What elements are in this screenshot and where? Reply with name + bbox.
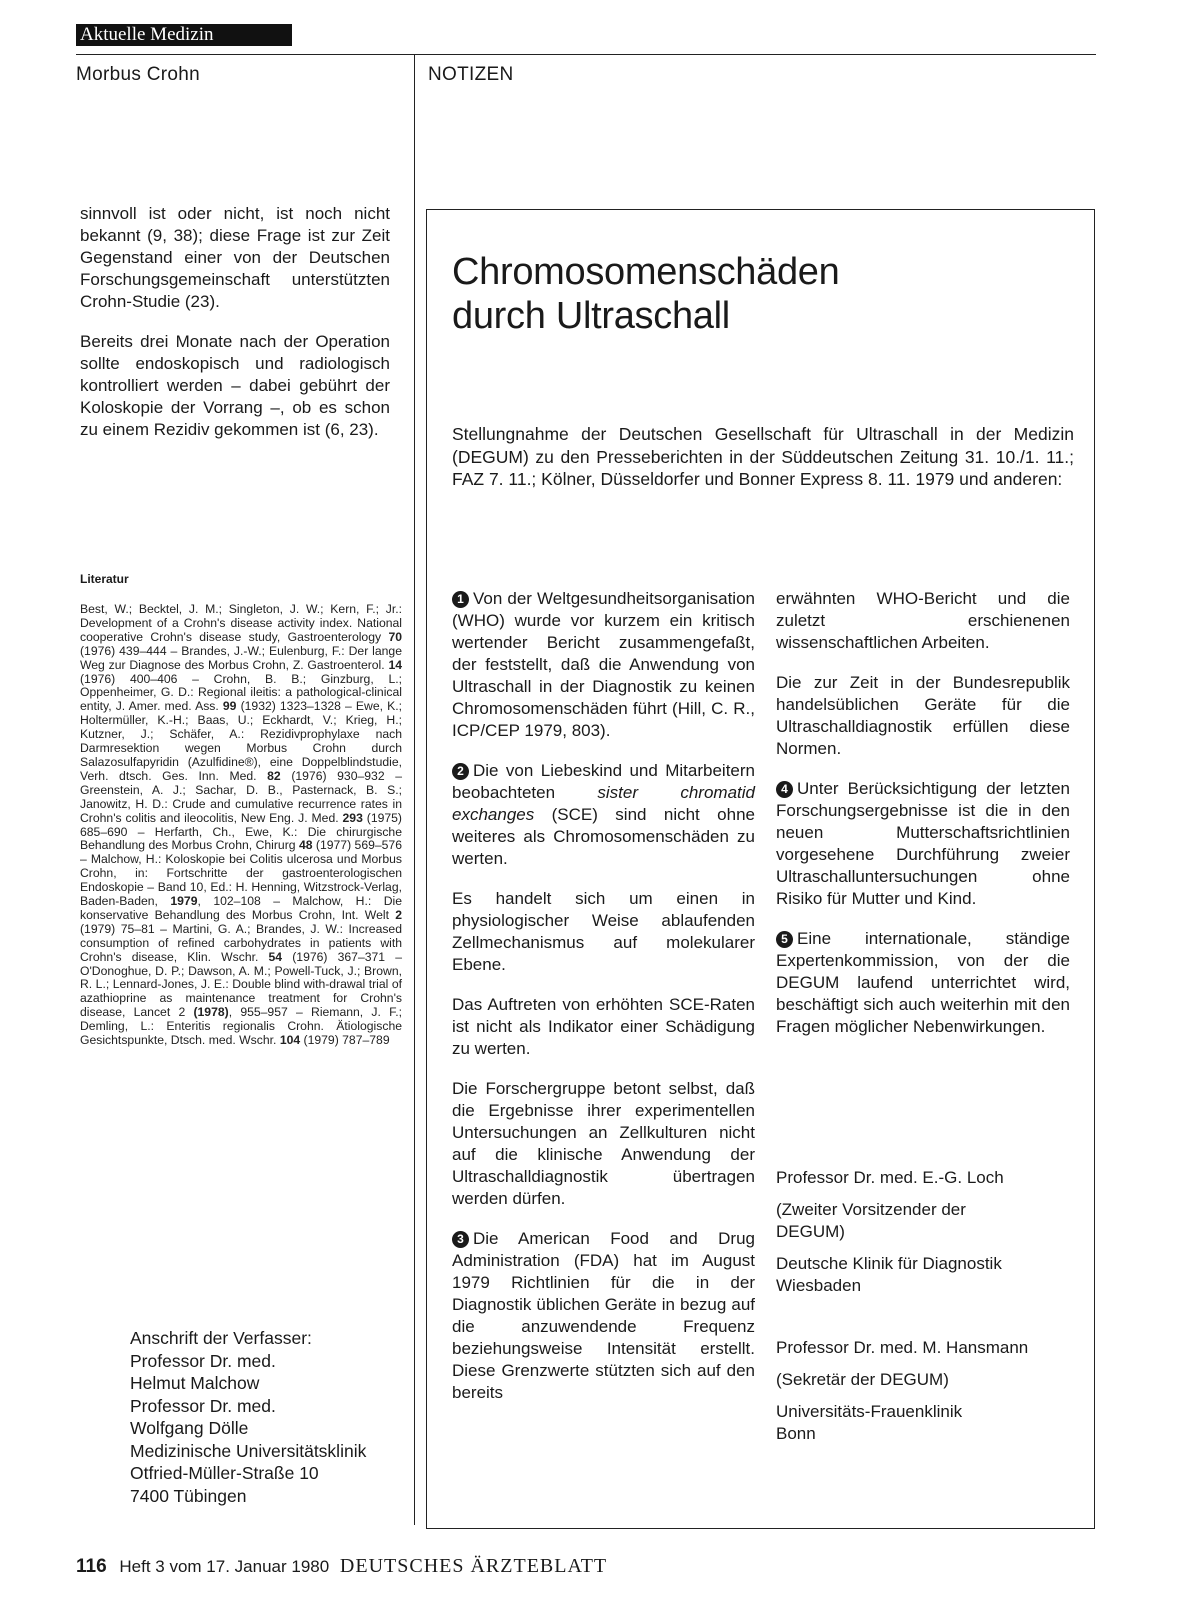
page-number: 116: [76, 1556, 107, 1577]
number-5-icon: 5: [776, 931, 793, 948]
literature-segment: , 102–108 – Malchow, H.: Die konservative Behandlung des Morbus Crohn, Int. Welt: [80, 894, 402, 922]
literature-segment: 14: [388, 657, 402, 672]
address-line: Anschrift der Verfasser:: [130, 1328, 312, 1348]
column-divider: [414, 55, 415, 1525]
literature-segment: (1977) 569–576 – Malchow, H.: Koloskopie bei Colitis ulcerosa und Morbus Crohn, in: Fortschritte der gastroenterologischen Endoskopie – Band 10, Ed.: H. Henning, Witzstrock-Verlag, Baden-Baden,: [80, 838, 402, 909]
notice-column-1: [452, 588, 755, 1422]
header-divider: [76, 54, 1096, 55]
signer-name: Professor Dr. med. M. Hansmann: [776, 1338, 1029, 1357]
literature-segment: 48: [298, 838, 313, 853]
literature-list: [80, 603, 402, 1048]
notice-lead: Stellungnahme der Deutschen Gesellschaft für Ultraschall in der Medizin (DEGUM) zu den Presseberichten in der Süddeutschen Zeitung 31. 10./1. 11.; FAZ 7. 11.; Kölner, Düsseldorfer und Bonner Express 8. 11. 1979 und anderen:: [452, 424, 1074, 489]
right-section-title: NOTIZEN: [428, 64, 514, 85]
literature-segment: (1979) 787–789: [300, 1033, 390, 1048]
signer-institution: Deutsche Klinik für Diagnostik Wiesbaden: [776, 1254, 1002, 1295]
number-1-icon: 1: [452, 591, 469, 608]
address-line: Professor Dr. med.: [130, 1350, 276, 1371]
literature-segment: 1979: [170, 894, 198, 909]
literature-segment: 82: [267, 768, 281, 783]
address-line: Professor Dr. med.: [130, 1395, 276, 1416]
literature-segment: (1975) 685–690 – Herfarth, Ch., Ewe, K.: Die chirurgische Behandlung des Morbus Crohn, Chirurg: [80, 810, 402, 853]
literature-segment: 54: [268, 949, 283, 964]
numbered-paragraph-3: 3 Die American Food and Drug Administration (FDA) hat im August 1979 Richtlinien für die in der Diagnostik üblichen Geräte in bezug auf die anzuwendende Frequenz beziehungsweise Intensität erstellt. Diese Grenzwerte stützten sich auf den bereits: [452, 1229, 755, 1402]
paragraph: Bereits drei Monate nach der Operation sollte endoskopisch und radiologisch kontrolliert werden – dabei gebührt der Koloskopie der Vorrang –, ob es schon zu einem Rezidiv gekommen ist (6, 23).: [80, 332, 390, 439]
title-line: Chromosomenschäden: [452, 251, 840, 293]
numbered-paragraph-2: 2 Die von Liebeskind und Mitarbeitern beobachteten sister chromatid exchanges (SCE) sind nicht ohne weiteres als Chromosomenschäden zu werten.: [452, 761, 755, 868]
left-column-text: [80, 203, 390, 459]
notice-column-2: [776, 588, 1070, 1056]
signer-name: Professor Dr. med. E.-G. Loch: [776, 1168, 1004, 1187]
number-2-icon: 2: [452, 763, 469, 780]
numbered-paragraph-1: 1 Von der Weltgesundheitsorganisation (WHO) wurde vor kurzem ein kritisch wertender Bericht zusammengefaßt, der feststellt, daß die Anwendung von Ultraschall in der Diagnostik zu keinen Chromosomenschäden führt (Hill, C. R., ICP/CEP 1979, 803).: [452, 589, 755, 740]
signature-2: [776, 1337, 1076, 1445]
paragraph: Die zur Zeit in der Bundesrepublik handelsüblichen Geräte für die Ultraschalldiagnostik erfüllen diese Normen.: [776, 673, 1070, 758]
literature-heading: Literatur: [80, 572, 129, 586]
literature-segment: 2: [395, 907, 402, 922]
numbered-paragraph-5: 5 Eine internationale, ständige Expertenkommission, von der die DEGUM laufend unterrichtet wird, beschäftigt sich auch weiterhin mit den Fragen möglicher Nebenwirkungen.: [776, 929, 1070, 1036]
literature-segment: (1976) 367–371 – O'Donoghue, D. P.; Dawson, A. M.; Powell-Tuck, J.; Brown, R. L.; Lennard-Jones, J. E.: Double blind with-drawal trial of azathioprine as maintenance treatment for Crohn's disease, Lancet 2: [80, 949, 402, 1020]
literature-segment: 70: [388, 629, 402, 644]
signer-institution: Universitäts-Frauenklinik Bonn: [776, 1402, 963, 1443]
literature-segment: (1976) 930–932 – Greenstein, A. J.; Sachar, D. B., Pasternack, B. S.; Janowitz, H. D.: Crude and cumulative recurrence rates in Crohn's colitis and ileocolitis, New Eng. J. Med.: [80, 768, 402, 825]
journal-name: DEUTSCHES ÄRZTEBLATT: [339, 1555, 608, 1577]
paragraph: sinnvoll ist oder nicht, ist noch nicht bekannt (9, 38); diese Frage ist zur Zeit Gegenstand einer von der Deutschen Forschungsgemeinschaft unterstützten Crohn-Studie (23).: [80, 204, 390, 311]
number-4-icon: 4: [776, 781, 793, 798]
page-footer: [76, 1555, 607, 1578]
signer-role: (Sekretär der DEGUM): [776, 1370, 949, 1389]
notice-title: [452, 250, 839, 338]
literature-segment: 293: [342, 810, 363, 825]
literature-segment: Best, W.; Becktel, J. M.; Singleton, J. W.; Kern, F.; Jr.: Development of a Crohn's disease activity index. National cooperative Crohn's disease study, Gastroenterology: [80, 602, 402, 644]
left-section-title: Morbus Crohn: [76, 64, 200, 85]
signer-role: (Zweiter Vorsitzender der DEGUM): [776, 1200, 966, 1241]
literature-segment: (1978): [193, 1005, 229, 1020]
literature-segment: (1932) 1323–1328 – Ewe, K.; Holtermüller, K.-H.; Baas, U.; Eckhardt, V.; Krieg, H.; Kutzner, J.; Schäfer, A.: Rezidivprophylaxe nach Darmresektion wegen Morbus Crohn durch Salazosulfapyridin (Azulfidine®), eine Doppelblindstudie, Verh. dtsch. Ges. Inn. Med.: [80, 699, 402, 783]
address-line: Wolfgang Dölle: [130, 1418, 249, 1438]
title-line: durch Ultraschall: [452, 295, 730, 337]
address-line: Helmut Malchow: [130, 1373, 260, 1393]
literature-segment: (1976) 400–406 – Crohn, B. B.; Ginzburg, L.; Oppenheimer, G. D.: Regional ileitis: a pathological-clinical entity, J. Amer. med. Ass.: [80, 671, 402, 714]
address-line: Otfried-Müller-Straße 10: [130, 1463, 319, 1483]
paragraph: erwähnten WHO-Bericht und die zuletzt erschienenen wissenschaftlichen Arbeiten.: [776, 589, 1070, 652]
address-line: Medizinische Universitätsklinik: [130, 1440, 367, 1461]
signature-1: [776, 1167, 1076, 1297]
literature-segment: 104: [279, 1033, 301, 1048]
section-tag: Aktuelle Medizin: [76, 24, 292, 46]
number-3-icon: 3: [452, 1231, 469, 1248]
literature-segment: (1979) 75–81 – Martini, G. A.; Brandes, J. W.: Increased consumption of refined carbohydrates in patients with Crohn's disease, Klin. Wschr.: [80, 921, 402, 964]
numbered-paragraph-4: 4 Unter Berücksichtigung der letzten Forschungsergebnisse ist die in den neuen Mutterschaftsrichtlinien vorgesehene Durchführung zweier Ultraschalluntersuchungen ohne Risiko für Mutter und Kind.: [776, 779, 1070, 908]
address-line: 7400 Tübingen: [130, 1485, 247, 1506]
paragraph: Die Forschergruppe betont selbst, daß die Ergebnisse ihrer experimentellen Untersuchungen an Zellkulturen nicht auf die klinische Anwendung der Ultraschalldiagnostik übertragen werden dürfen.: [452, 1079, 755, 1208]
author-address: [130, 1327, 366, 1507]
paragraph: Es handelt sich um einen in physiologischer Weise ablaufenden Zellmechanismus auf molekularer Ebene.: [452, 889, 755, 974]
literature-segment: 99: [222, 699, 237, 714]
paragraph: Das Auftreten von erhöhten SCE-Raten ist nicht als Indikator einer Schädigung zu werten.: [452, 995, 755, 1058]
literature-segment: , 955–957 – Riemann, J. F.; Demling, L.: Enteritis regionalis Crohn. Ätiologische Gesichtspunkte, Dtsch. med. Wschr.: [80, 1005, 402, 1048]
issue-info: Heft 3 vom 17. Januar 1980: [119, 1557, 330, 1576]
literature-segment: (1976) 439–444 – Brandes, J.-W.; Eulenburg, F.: Der lange Weg zur Diagnose des Morbus Crohn, Z. Gastroenterol.: [80, 643, 402, 672]
